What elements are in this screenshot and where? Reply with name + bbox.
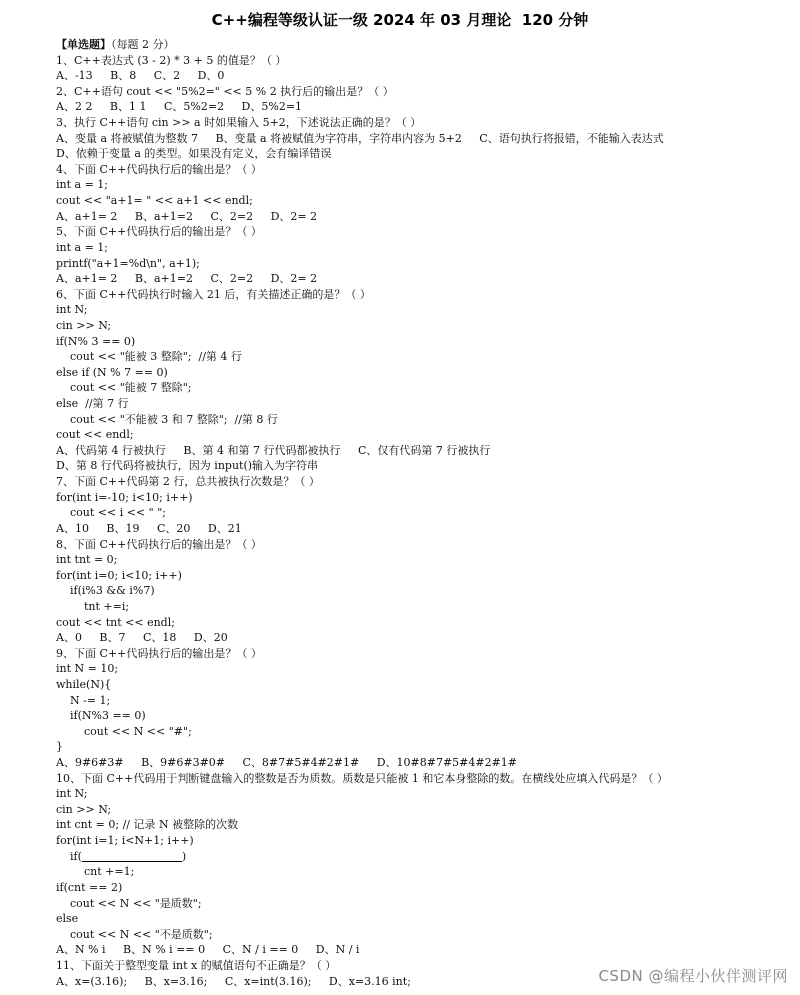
text-line: 7、下面 C++代码第 2 行，总共被执行次数是？（ ） <box>56 475 320 489</box>
text-line: int a = 1; <box>56 178 108 192</box>
text-line: 9、下面 C++代码执行后的输出是？（ ） <box>56 646 262 660</box>
code-line-with-blank <box>56 849 796 865</box>
text-line: for(int i=1; i<N+1; i++) <box>56 834 194 848</box>
text-line: int N; <box>56 787 88 801</box>
answer-blank <box>82 850 182 862</box>
text-line: 6、下面 C++代码执行时输入 21 后，有关描述正确的是？（ ） <box>56 287 371 301</box>
text-line: tnt +=i; <box>56 599 130 613</box>
text-line: cout << N << "#"; <box>56 724 192 738</box>
text-line: A、0 B、7 C、18 D、20 <box>56 631 228 645</box>
text-line: A、变量 a 将被赋值为整数 7 B、变量 a 将被赋值为字符串，字符串内容为 5+2 C、语句执行将报错，不能输入表达式 <box>56 131 664 145</box>
text-line: else if (N % 7 == 0) <box>56 365 168 379</box>
text-line: while(N){ <box>56 677 112 691</box>
text-line: for(int i=0; i<10; i++) <box>56 568 182 582</box>
text-line: A、-13 B、8 C、2 D、0 <box>56 69 225 83</box>
text-line: 1、C++表达式 (3 - 2) * 3 + 5 的值是？（ ） <box>56 53 287 67</box>
text-line: cout << "不能被 3 和 7 整除"; //第 8 行 <box>56 412 278 426</box>
text-line: A、9#6#3# B、9#6#3#0# C、8#7#5#4#2#1# D、10#8#7#5#4#2#1# <box>56 756 518 770</box>
text-line: A、a+1= 2 B、a+1=2 C、2=2 D、2= 2 <box>56 272 318 286</box>
text-line: cin >> N; <box>56 318 112 332</box>
text-line: cout << "能被 7 整除"; <box>56 381 192 395</box>
text-line: cout << tnt << endl; <box>56 615 175 629</box>
text-line: else //第 7 行 <box>56 397 129 411</box>
text-line: if(i%3 && i%7) <box>56 584 155 598</box>
text-line: cout << "a+1= " << a+1 << endl; <box>56 194 253 208</box>
section-note: （每题 2 分） <box>111 38 175 51</box>
text-line: if( <box>56 849 82 863</box>
text-line: 4、下面 C++代码执行后的输出是？（ ） <box>56 162 262 176</box>
exam-title: C++编程等级认证一级 2024 年 03 月理论 120 分钟 <box>211 11 589 29</box>
text-line: cout << "能被 3 整除"; //第 4 行 <box>56 350 242 364</box>
text-line: D、第 8 行代码将被执行，因为 input()输入为字符串 <box>56 459 319 473</box>
text-line: else <box>56 912 79 926</box>
text-line: A、N % i B、N % i == 0 C、N / i == 0 D、N / i <box>56 943 360 957</box>
section-label: 【单选题】 <box>56 38 111 51</box>
text-line: } <box>56 740 63 754</box>
question-lines <box>56 37 796 989</box>
text-line: 10、下面 C++代码用于判断键盘输入的整数是否为质数。质数是只能被 1 和它本身整除的数。在横线处应填入代码是？（ ） <box>56 771 668 785</box>
text-line: cout << N << "是质数"; <box>56 896 202 910</box>
text-line: cout << i << " "; <box>56 506 166 520</box>
text-line: int N = 10; <box>56 662 119 676</box>
text-line: D、依赖于变量 a 的类型。如果没有定义，会有编译错误 <box>56 147 332 161</box>
text-line: if(N% 3 == 0) <box>56 334 136 348</box>
text-line: A、代码第 4 行被执行 B、第 4 和第 7 行代码都被执行 C、仅有代码第 7 行被执行 <box>56 443 491 457</box>
text-line: if(N%3 == 0) <box>56 709 146 723</box>
text-line: 11、下面关于整型变量 int x 的赋值语句不正确是？（ ） <box>56 958 337 972</box>
text-line: 2、C++语句 cout << "5%2=" << 5 % 2 执行后的输出是？（ ） <box>56 84 394 98</box>
text-line: if(cnt == 2) <box>56 880 123 894</box>
text-line: for(int i=-10; i<10; i++) <box>56 490 193 504</box>
text-line: A、a+1= 2 B、a+1=2 C、2=2 D、2= 2 <box>56 209 318 223</box>
text-line: A、2 2 B、1 1 C、5%2=2 D、5%2=1 <box>56 100 303 114</box>
section-header <box>56 37 796 53</box>
text-line: A、x=(3.16); B、x=3.16; C、x=int(3.16); D、x=3.16 int; <box>56 974 411 988</box>
csdn-watermark: CSDN @编程小伙伴测评网 <box>598 967 788 985</box>
text-line: N -= 1; <box>56 693 111 707</box>
text-line: cnt +=1; <box>56 865 135 879</box>
text-line: int a = 1; <box>56 240 108 254</box>
text-line: 5、下面 C++代码执行后的输出是？（ ） <box>56 225 262 239</box>
text-line: 3、执行 C++语句 cin >> a 时如果输入 5+2，下述说法正确的是？（ ） <box>56 116 422 130</box>
text-line: int tnt = 0; <box>56 553 118 567</box>
blank-close-paren: ) <box>181 849 187 863</box>
text-line: cin >> N; <box>56 802 112 816</box>
text-line: int cnt = 0; // 记录 N 被整除的次数 <box>56 818 239 832</box>
text-line: cout << endl; <box>56 428 134 442</box>
text-line: int N; <box>56 303 88 317</box>
text-line: 8、下面 C++代码执行后的输出是？（ ） <box>56 537 262 551</box>
text-line: printf("a+1=%d\n", a+1); <box>56 256 200 270</box>
text-line: cout << N << "不是质数"; <box>56 927 213 941</box>
text-line: A、10 B、19 C、20 D、21 <box>56 521 242 535</box>
